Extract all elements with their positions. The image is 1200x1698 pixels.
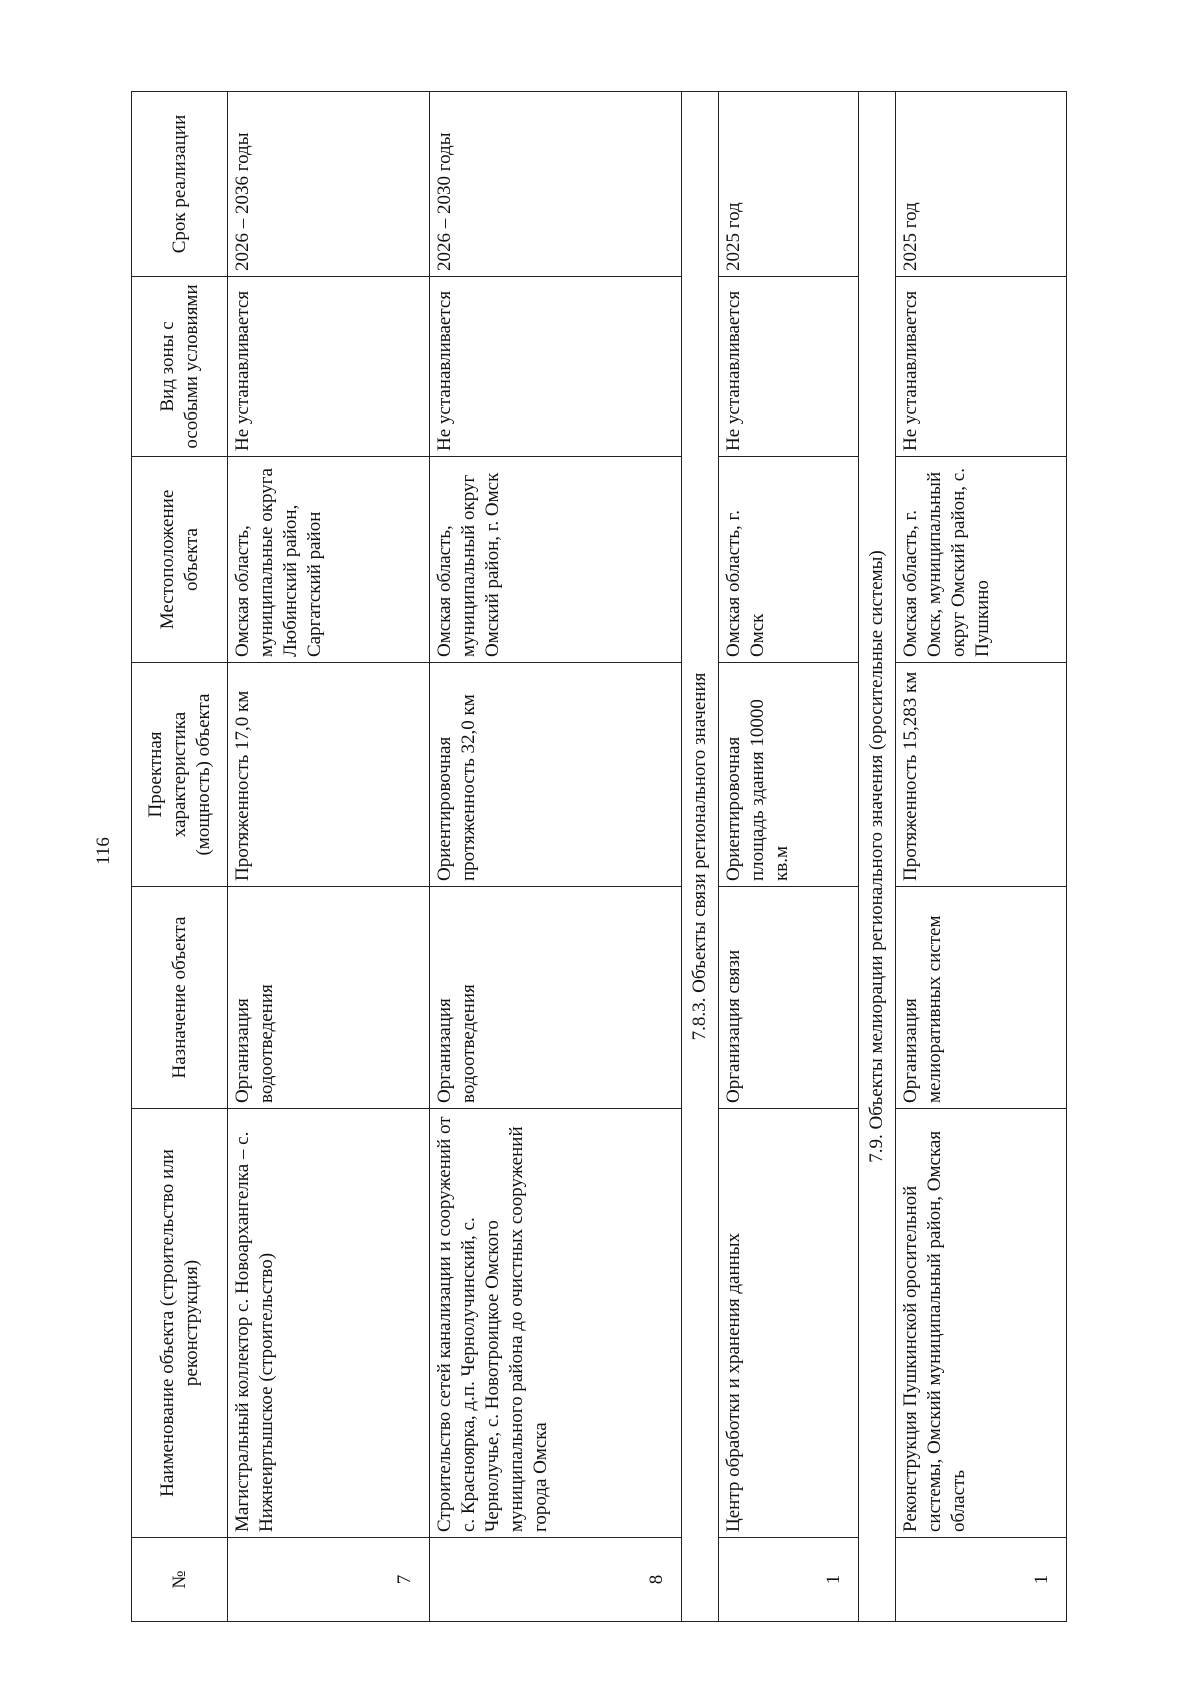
row-number: 1 [719,1538,859,1622]
section-row [682,92,719,1622]
object-purpose: Организация водоотведения [430,887,682,1109]
page-number: 116 [93,837,114,865]
object-term: 2026 – 2030 годы [430,92,682,277]
header-location: Местоположение объекта [132,457,228,663]
header-purpose: Назначение объекта [132,887,228,1109]
objects-table [131,91,1067,1622]
object-location: Омская область, муниципальные округа Любинский район, Саргатский район [228,457,430,663]
object-name: Реконструкция Пушкинской оросительной системы, Омский муниципальный район, Омская область [896,1109,1067,1538]
section-title-783: 7.8.3. Объекты связи регионального значения [682,92,719,1622]
object-location: Омская область, г. Омск, муниципальный округ Омский район, с. Пушкино [896,457,1067,663]
header-name: Наименование объекта (строительство или реконструкция) [132,1109,228,1538]
section-title-79: 7.9. Объекты мелиорации регионального значения (оросительные системы) [859,92,896,1622]
header-row [132,92,228,1622]
object-term: 2025 год [719,92,859,277]
object-purpose: Организация связи [719,887,859,1109]
row-number: 8 [430,1538,682,1622]
row-number: 7 [228,1538,430,1622]
object-zone: Не устанавливается [430,277,682,457]
object-purpose: Организация водоотведения [228,887,430,1109]
table-row [896,92,1067,1622]
object-capacity: Протяженность 17,0 км [228,663,430,887]
header-num: № [132,1538,228,1622]
object-zone: Не устанавливается [896,277,1067,457]
object-zone: Не устанавливается [228,277,430,457]
object-name: Центр обработки и хранения данных [719,1109,859,1538]
object-location: Омская область, муниципальный округ Омский район, г. Омск [430,457,682,663]
row-number: 1 [896,1538,1067,1622]
object-zone: Не устанавливается [719,277,859,457]
object-capacity: Ориентировочная протяженность 32,0 км [430,663,682,887]
table-row [430,92,682,1622]
object-name: Строительство сетей канализации и сооружений от с. Красноярка, д.п. Чернолучинский, с. Чернолучье, с. Новотроицкое Омского муниципального района до очистных сооружений города Омска [430,1109,682,1538]
object-name: Магистральный коллектор с. Новоархангелка – с. Нижнеиртышское (строительство) [228,1109,430,1538]
object-location: Омская область, г. Омск [719,457,859,663]
section-row [859,92,896,1622]
object-term: 2026 – 2036 годы [228,92,430,277]
object-term: 2025 год [896,92,1067,277]
header-zone: Вид зоны с особыми условиями [132,277,228,457]
table-row [719,92,859,1622]
header-term: Срок реализации [132,92,228,277]
rotated-table-container [131,92,1099,1622]
object-capacity: Ориентировочная площадь здания 10000 кв.м [719,663,859,887]
object-capacity: Протяженность 15,283 км [896,663,1067,887]
header-capacity: Проектная характеристика (мощность) объекта [132,663,228,887]
table-row [228,92,430,1622]
object-purpose: Организация мелиоративных систем [896,887,1067,1109]
